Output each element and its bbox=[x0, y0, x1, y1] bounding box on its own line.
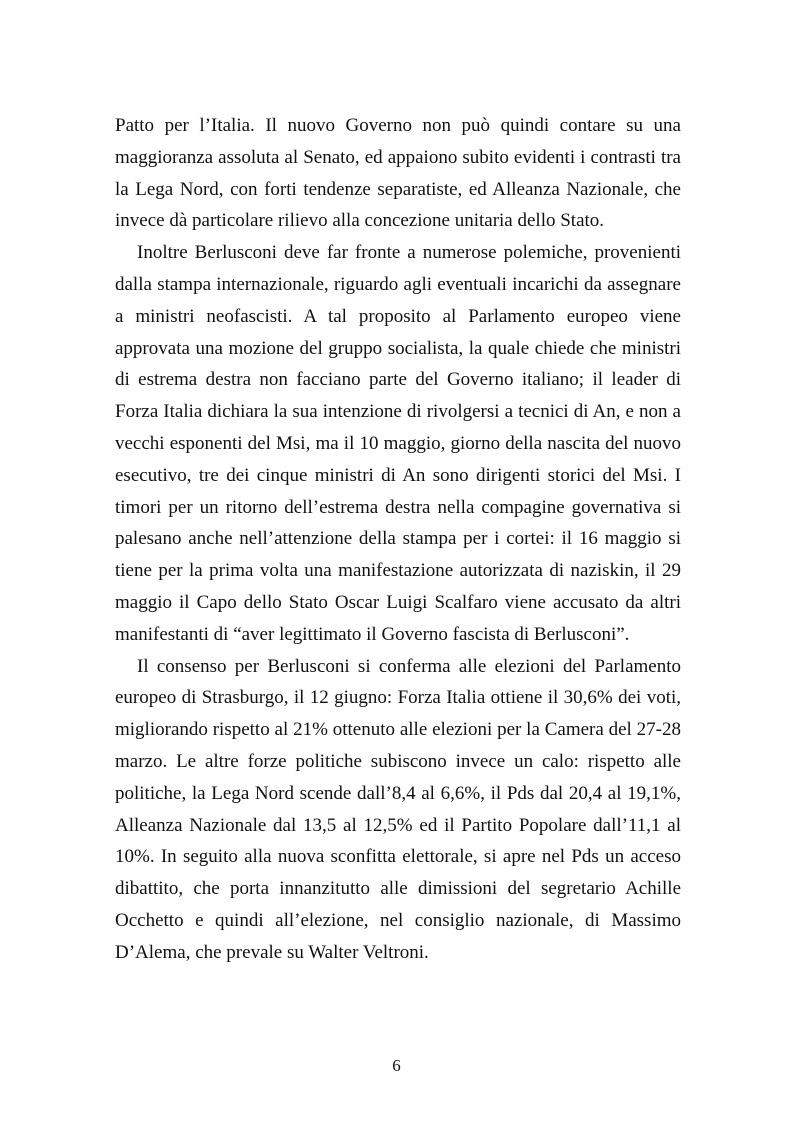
page-number: 6 bbox=[392, 1056, 401, 1075]
document-body bbox=[115, 110, 681, 969]
paragraph-2: Inoltre Berlusconi deve far fronte a numerose polemiche, provenienti dalla stampa internazionale, riguardo agli eventuali incarichi da assegnare a ministri neofascisti. A tal proposito al Parlamento europeo viene approvata una mozione del gruppo socialista, la quale chiede che ministri di estrema destra non facciano parte del Governo italiano; il leader di Forza Italia dichiara la sua intenzione di rivolgersi a tecnici di An, e non a vecchi esponenti del Msi, ma il 10 maggio, giorno della nascita del nuovo esecutivo, tre dei cinque ministri di An sono dirigenti storici del Msi. I timori per un ritorno dell’estrema destra nella compagine governativa si palesano anche nell’attenzione della stampa per i cortei: il 16 maggio si tiene per la prima volta una manifestazione autorizzata di naziskin, il 29 maggio il Capo dello Stato Oscar Luigi Scalfaro viene accusato da altri manifestanti di “aver legittimato il Governo fascista di Berlusconi”. bbox=[115, 242, 681, 645]
paragraph-1: Patto per l’Italia. Il nuovo Governo non può quindi contare su una maggioranza assoluta al Senato, ed appaiono subito evidenti i contrasti tra la Lega Nord, con forti tendenze separatiste, ed Alleanza Nazionale, che invece dà particolare rilievo alla concezione unitaria dello Stato. bbox=[115, 115, 681, 232]
paragraph-3: Il consenso per Berlusconi si conferma alle elezioni del Parlamento europeo di Strasburgo, il 12 giugno: Forza Italia ottiene il 30,6% dei voti, migliorando rispetto al 21% ottenuto alle elezioni per la Camera del 27-28 marzo. Le altre forze politiche subiscono invece un calo: rispetto alle politiche, la Lega Nord scende dall’8,4 al 6,6%, il Pds dal 20,4 al 19,1%, Alleanza Nazionale dal 13,5 al 12,5% ed il Partito Popolare dall’11,1 al 10%. In seguito alla nuova sconfitta elettorale, si apre nel Pds un acceso dibattito, che porta innanzitutto alle dimissioni del segretario Achille Occhetto e quindi all’elezione, nel consiglio nazionale, di Massimo D’Alema, che prevale su Walter Veltroni. bbox=[115, 655, 681, 963]
